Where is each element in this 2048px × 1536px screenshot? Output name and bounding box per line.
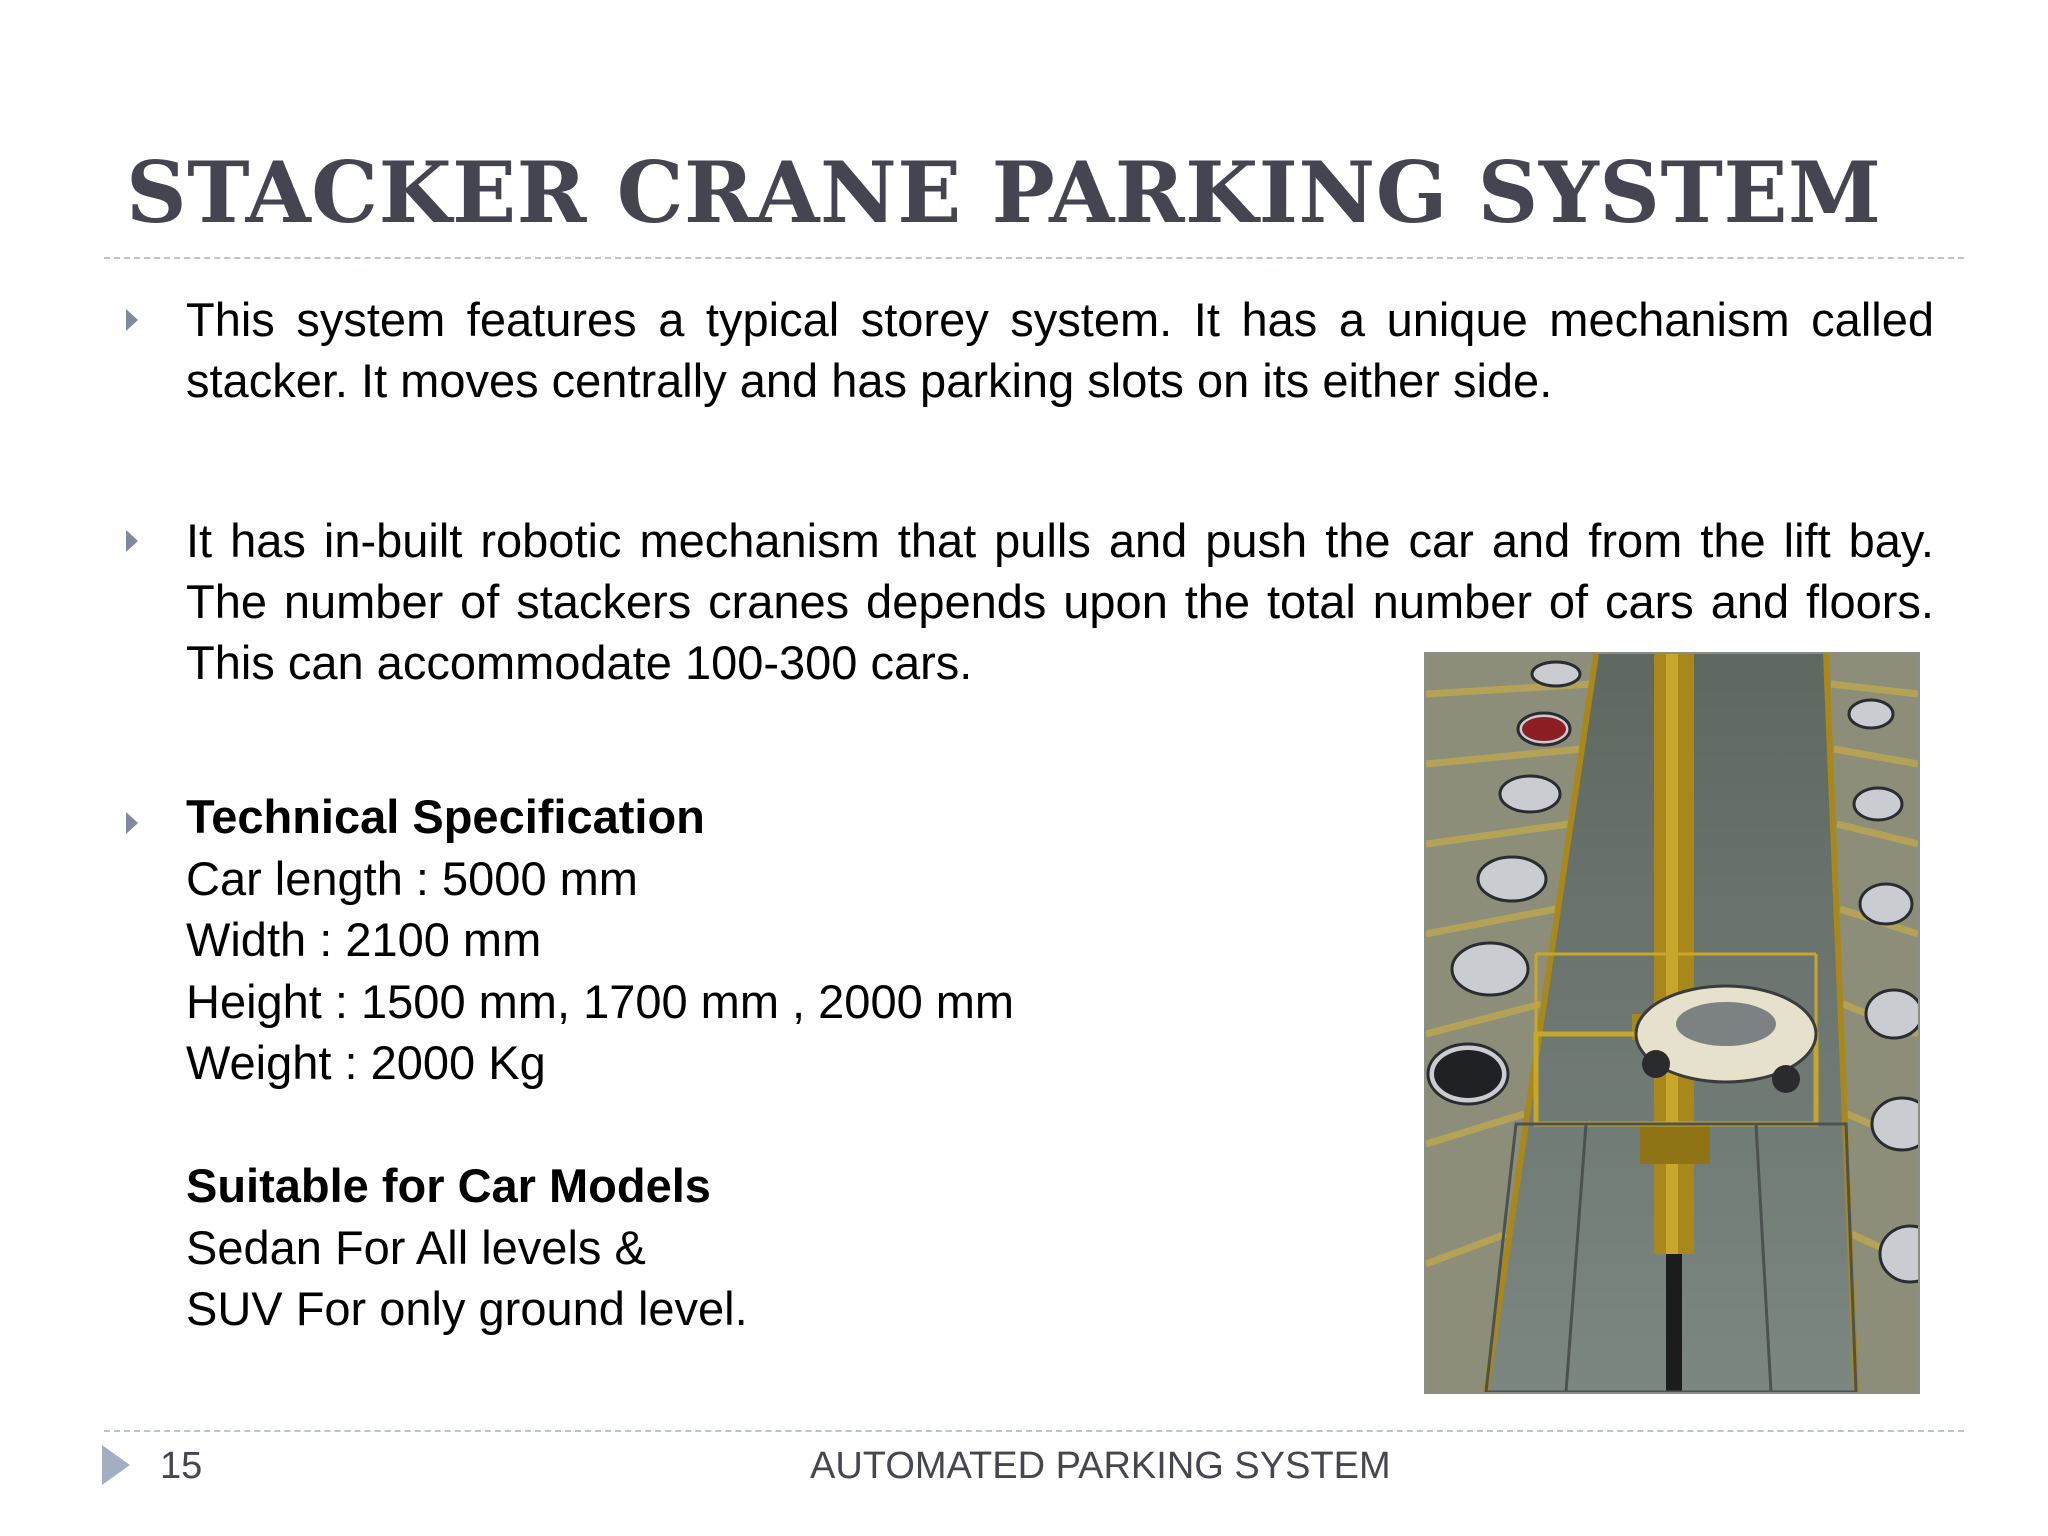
technical-specification [186,786,1014,1340]
stacker-crane-image [1424,652,1920,1394]
model-sedan: Sedan For All levels & [186,1220,646,1274]
footer-title: AUTOMATED PARKING SYSTEM [810,1445,1391,1487]
title-divider [104,257,1964,259]
bullet-text-2: It has in-built robotic mechanism that pulls and push the car and from the lift bay. The number of stackers cranes depends upon the total number of cars and floors. This can accommodate 100-300 cars. [186,514,1934,689]
models-heading: Suitable for Car Models [186,1159,711,1212]
bullet-icon [126,812,138,834]
page-number: 15 [160,1445,203,1487]
bullet-text-1: This system features a typical storey system. It has a unique mechanism called stacker. It moves centrally and has parking slots on its either side. [186,293,1934,407]
spec-heading: Technical Specification [186,790,705,843]
bullet-icon [126,530,138,552]
spec-weight: Weight : 2000 Kg [186,1036,546,1089]
spec-car-length: Car length : 5000 mm [186,851,638,905]
footer-divider [104,1430,1964,1432]
spec-width: Width : 2100 mm [186,913,542,966]
footer-triangle-icon [102,1445,130,1485]
slide-title: STACKER CRANE PARKING SYSTEM [126,143,1882,242]
spacer [186,1094,1014,1156]
model-suv: SUV For only ground level. [186,1282,748,1335]
stacker-crane-illustration [1426,654,1918,1392]
bullet-icon [126,309,138,331]
spec-height: Height : 1500 mm, 1700 mm , 2000 mm [186,974,1015,1028]
